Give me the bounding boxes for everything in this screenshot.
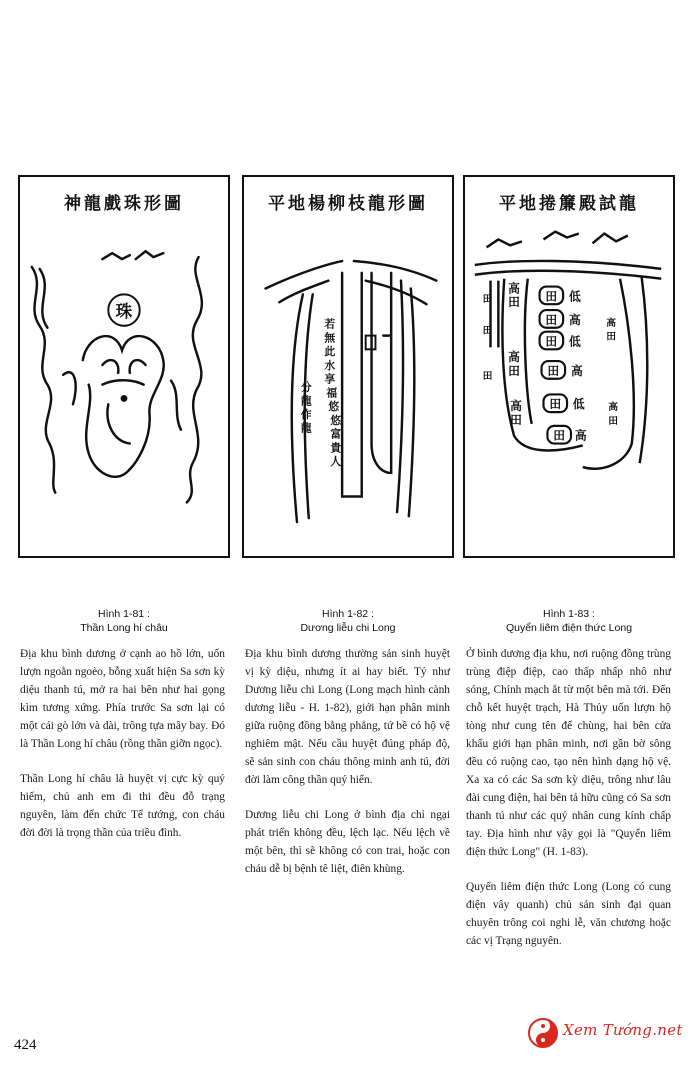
- text-column-2: [245, 645, 450, 895]
- caption-title: Thần Long hí châu: [80, 622, 168, 634]
- figure-1-82: [242, 175, 454, 558]
- caption-1-83: [463, 607, 675, 635]
- glyph-column-right: 若無此水享福悠悠富貴人: [324, 317, 342, 469]
- dragon-pearl-drawing: [20, 177, 228, 556]
- paragraph: Địa khu bình dương ở cạnh ao hồ lớn, uốn lượn ngoằn ngoèo, bỗng xuất hiện Sa sơn kỳ diệu thanh tú, mở ra hai bên như hai gọng kìm tương xứng. Phía trước Sa sơn lại có một cái gò lớn và dài, trông tựa mây bay. Đó là Thần Long hí châu (rồng thần giỡn ngọc).: [20, 648, 225, 750]
- svg-text:田: 田: [545, 289, 558, 304]
- caption-number: Hình 1-82 :: [322, 608, 374, 620]
- text-column-3: [466, 645, 671, 967]
- svg-text:田: 田: [545, 312, 558, 327]
- svg-text:高: 高: [508, 281, 520, 296]
- paragraph: Địa khu bình dương thường sản sinh huyệt vị kỳ diệu, nhưng ít ai hay biết. Tỷ như Dương liễu chi Long (Long mạch hình cành dương liễu - H. 1-82), giới hạn phân minh giữa ruộng đồng bằng phẳng, tứ bề có hộ vệ nghiêm mật. Nếu cầu huyệt đúng pháp độ, sẽ sản sinh con cháu thông minh anh tú, đời đời làm công thần quý hiển.: [245, 648, 450, 786]
- svg-text:田: 田: [510, 412, 522, 427]
- svg-text:低: 低: [572, 397, 585, 412]
- figure-1-83: [463, 175, 675, 558]
- svg-text:田: 田: [482, 325, 493, 337]
- paragraph: Thần Long hí châu là huyệt vị cực kỳ quý hiếm, chủ anh em đi thi đều đỗ trạng nguyên, làm đến chức Tể tướng, con cháu đời đời là trọng thần của triều đình.: [20, 773, 225, 839]
- svg-text:高: 高: [608, 402, 619, 414]
- text-column-1: [20, 645, 225, 859]
- caption-1-82: [242, 607, 454, 635]
- caption-number: Hình 1-81 :: [98, 608, 150, 620]
- figure-1-81-title: 神龍戲珠形圖: [64, 194, 184, 214]
- svg-text:田: 田: [606, 331, 617, 343]
- svg-text:高: 高: [508, 350, 520, 365]
- caption-title: Quyển liêm điện thức Long: [505, 622, 633, 634]
- svg-text:田: 田: [482, 370, 493, 382]
- caption-1-81: [18, 607, 230, 635]
- svg-text:低: 低: [569, 334, 581, 349]
- svg-text:低: 低: [569, 289, 581, 304]
- figure-1-83-title: 平地捲簾殿試龍: [499, 194, 639, 214]
- svg-text:田: 田: [545, 334, 558, 349]
- page-number: 424: [14, 1037, 37, 1053]
- svg-text:高: 高: [570, 363, 583, 378]
- caption-number: Hình 1-83 :: [543, 608, 595, 620]
- caption-title: Dương liễu chi Long: [300, 622, 396, 634]
- paragraph: Dương liễu chi Long ở bình địa chỉ ngại phát triển không đều, lệch lạc. Nếu lệch về một bên, thì sẽ không có con trai, hoặc con cháu dễ bị bệnh tê liệt, điên khùng.: [245, 809, 450, 875]
- curtain-palace-drawing: [465, 177, 673, 556]
- svg-text:高: 高: [574, 428, 587, 443]
- brand-name: Xem Tướng.net: [563, 1021, 683, 1039]
- svg-text:田: 田: [508, 363, 520, 378]
- paragraph: Ở bình dương địa khu, nơi ruộng đồng trùng trùng điệp điệp, cao thấp nhấp nhô như sóng, Chính mạch ắt từ một bên mà tới. Đến chỗ kết huyệt trạch, Hà Thủy uốn lượn hộ tòng như cung tên để chùng, hai bên cửa khẩu giới hạn phân minh, nơi gần bờ sông đều có ruộng cao, tạo nên hình dạng hộ vệ. Xa xa có các Sa sơn kỳ diệu, trông như lâu đài cung điện, hai bên tả hữu cũng có Sa sơn thanh tú như các quý nhân cung kính chấp tay. Địa hình như vậy gọi là "Quyển liêm điện thức Long" (H. 1-83).: [466, 648, 671, 858]
- svg-text:田: 田: [508, 295, 520, 310]
- svg-text:高: 高: [510, 399, 522, 414]
- svg-text:田: 田: [549, 397, 562, 412]
- svg-text:高: 高: [569, 312, 581, 327]
- svg-text:田: 田: [553, 428, 566, 443]
- pearl-label: 珠: [115, 300, 133, 321]
- site-watermark[interactable]: [527, 1013, 689, 1053]
- yin-yang-icon: [527, 1017, 559, 1049]
- svg-text:田: 田: [482, 294, 493, 306]
- figure-1-82-title: 平地楊柳枝龍形圖: [268, 194, 428, 214]
- svg-text:田: 田: [608, 415, 619, 427]
- svg-text:高: 高: [606, 317, 617, 329]
- willow-branch-drawing: [244, 177, 452, 556]
- paragraph: Quyển liêm điện thức Long (Long có cung điện vây quanh) chủ sản sinh đại quan chuyên trông coi nghi lễ, văn chương hoặc các vị Trạng nguyên.: [466, 881, 671, 947]
- figure-1-81: [18, 175, 230, 558]
- svg-text:田: 田: [547, 363, 560, 378]
- glyph-column-left: 分龍作龍: [300, 380, 312, 435]
